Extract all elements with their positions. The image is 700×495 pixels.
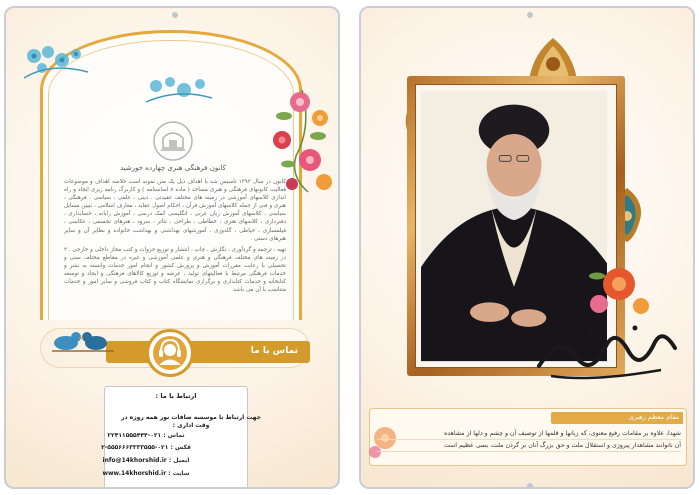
contact-site-row <box>66 470 226 477</box>
org-logo-icon <box>152 120 194 162</box>
contact-phone-value: ۰۲۱-۲۲۴۱۱۵۵۵۴۴۴ <box>107 432 162 439</box>
page-hole-top <box>527 12 533 18</box>
org-logo <box>152 120 194 162</box>
contact-site-label: سایت : <box>168 470 190 477</box>
contact-email-row <box>66 457 226 464</box>
contact-fax-label: فکس : <box>170 444 191 451</box>
floral-ornament-icon <box>20 38 92 88</box>
contact-site-value[interactable]: www.14khorshid.ir <box>102 470 167 477</box>
about-paragraph: کانون در سال ۱۳۹۲ تاسیس شد با اهداف ذیل یک متن نمونه است خلاصه اهداف و موضوعات فعالیت کانونهای فرهنگی و هنری مساجد ( ماده ۸ اساسنامه ) و کاربرگ رنامه ریزی ایجاد و راه اندازی کلاسهای آموزشی در زمینه های مختلف عقیدتی ، دینی ، علمی ، سیاسی ، فرهنگی ، هنری و فنی از جمله کلاسهای آموزش قرآن ، احکام اصول عقاید ، معارف اسلامی ، تبیین مسایل سیاسی ، کلاسهای آموزش زبان عربی ، انگلیسی کمک درسی ، آموزش رایانه ، حسابداری ، دفترداری ، کلاسهای هنری ، خطاطی ، طراحی ، تئاتر ، سرود ، هنرهای تجسمی ، عکاسی ، فیلمسازی ، خیاطی ، گلدوزی ، آموزشهای بهداشتی و بهداشت خانواده و نظایر آن و سایر هنرهای دستی . <box>64 179 286 242</box>
bird-icon <box>50 326 116 354</box>
contact-fax-row <box>66 444 226 451</box>
about-text <box>64 178 286 294</box>
right-page <box>359 6 695 489</box>
page-hole-top <box>172 12 178 18</box>
quote-source-label: مقام معظم رهبری <box>628 413 679 421</box>
floral-ornament-icon <box>144 72 214 112</box>
org-name: کانون فرهنگی هنری چهارده خورشید <box>120 164 226 172</box>
contact-email-value[interactable]: info@14khorshid.ir <box>102 457 167 464</box>
contact-phone-row <box>66 432 226 439</box>
headset-icon <box>149 332 191 374</box>
contact-fax-value: ۰۲۱-۵۵۵۶۶۶۳۳۳۳۵۵۵-۲ <box>101 444 169 451</box>
headset-icon-badge <box>146 329 194 377</box>
quote-line: شهدا، علاوه بر مقامات رفیع معنوی، که زبانها و قلمها از توصیف آن و چشم و دلها از مشاهده <box>377 428 681 440</box>
contact-heading: ارتباط با ما : <box>155 392 197 400</box>
contact-email-label: ایمیل : <box>168 457 190 464</box>
contact-title: تماس با ما <box>250 346 298 356</box>
left-page <box>4 6 340 489</box>
page-hole-bottom <box>527 483 533 489</box>
quote-text <box>377 428 681 452</box>
frame-crown-ornament <box>525 34 581 82</box>
calligraphy-signature-icon <box>531 308 681 388</box>
contact-phone-label: تماس : <box>163 432 185 439</box>
quote-line: آن ناتوانند مشاهدار پیروزی و استقلال ملت و حق بزرگ آنان بر گردن ملت، بسی عظیم است <box>377 440 681 452</box>
contact-subject: جهت ارتباط با موسسه صافات نور همه روزه در وقت اداری : <box>121 414 261 429</box>
about-paragraph: تهیه ، ترجمه و گردآوری ، نگارش ، چاپ ، انتشار و توزیع جزوات و کتب مجاز داخلی و خارجی . ۲ در زمینه های مختلف فرهنگی و هنری و علمی آموزشی و غیره در مقاطع مختلف سنی و تحصیلی با رعایت مقررات آموزش و پرورش کشور و انجام امور خدمات وابسته به نشر و خدمات فرهنگی مرتبط با فعالیتهای تولید ، عرضه و توزیع کالاهای فرهنگی و ایجاد و توسعه کتابخانه و خدمات کتابداری و برگزاری نمایشگاه کتاب و کتاب فروشی و سایر امور و خدمات متناسب با آن می باشد <box>64 246 286 294</box>
